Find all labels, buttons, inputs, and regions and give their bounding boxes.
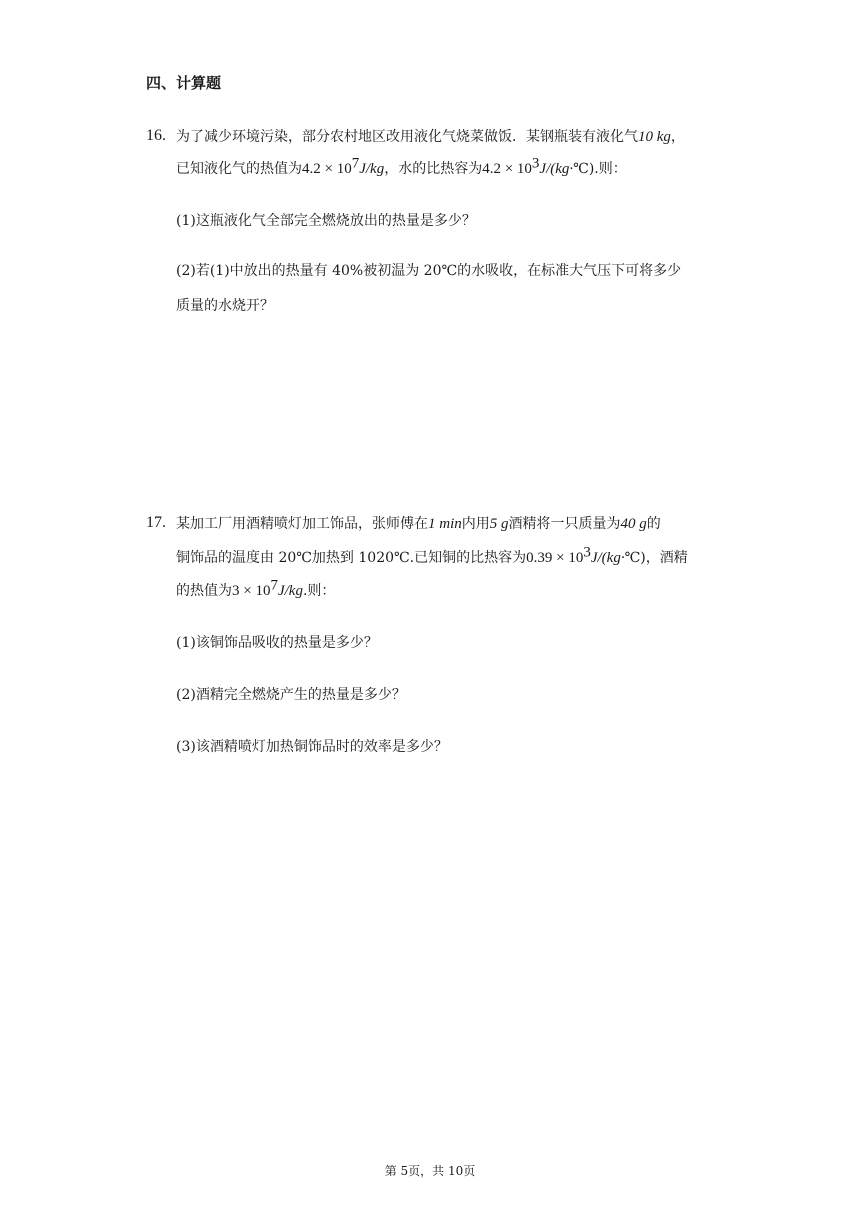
q17-text: 铜饰品的温度由 20℃加热到 1020℃.已知铜的比热容为 (176, 550, 527, 566)
question-17-line-1 (176, 514, 661, 534)
page-footer: 第 5页，共 10页 (384, 1164, 476, 1178)
q17-math-unit: J/kg (277, 583, 303, 599)
question-16-line-2 (176, 155, 627, 179)
q17-text: 的 (646, 516, 661, 532)
question-17-sub-3: (3)该酒精喷灯加热铜饰品时的效率是多少？ (176, 739, 448, 755)
q16-math-exponent: 3 (531, 155, 540, 172)
q17-text: 内用 (461, 516, 490, 532)
q16-math-mass: 10 kg (638, 129, 671, 145)
q17-math-exponent: 7 (270, 577, 278, 594)
q17-text: 的热值为 (176, 583, 232, 599)
q17-text: ℃)，酒精 (624, 550, 688, 566)
q16-math-exponent: 7 (351, 155, 360, 172)
question-16-number: 16. (146, 127, 166, 144)
q16-math-unit: J/kg (359, 161, 385, 177)
q17-math-specific-heat: 0.39 × 10 (526, 550, 584, 566)
q17-math-time: 1 min (428, 516, 462, 532)
q17-math-unit: J/(kg· (590, 550, 625, 566)
question-17-line-3 (176, 577, 336, 601)
q16-math-specific-heat: 4.2 × 10 (482, 161, 532, 177)
q17-math-exponent: 3 (583, 544, 591, 561)
question-16-sub-2-line-2: 质量的水烧开？ (176, 298, 274, 314)
question-17-sub-2: (2)酒精完全燃烧产生的热量是多少？ (176, 687, 406, 703)
q16-text: ℃).则： (573, 161, 627, 177)
q16-text: ，水的比热容为 (384, 161, 483, 177)
q16-text: 已知液化气的热值为 (176, 161, 302, 177)
q16-math-unit: J/(kg· (539, 161, 574, 177)
q17-math-heat-value: 3 × 10 (232, 583, 271, 599)
question-16-sub-1: (1)这瓶液化气全部完全燃烧放出的热量是多少？ (176, 213, 476, 229)
q17-text: 酒精将一只质量为 (508, 516, 621, 532)
question-17-line-2 (176, 544, 688, 568)
q17-math-alcohol-mass: 5 g (489, 516, 509, 532)
q17-text: .则： (302, 583, 336, 599)
q17-text: 某加工厂用酒精喷灯加工饰品，张师傅在 (176, 516, 428, 532)
question-17-number: 17. (146, 514, 166, 531)
section-title: 四、计算题 (146, 74, 222, 92)
question-16-sub-2-line-1: (2)若(1)中放出的热量有 40%被初温为 20℃的水吸收，在标准大气压下可将多少 (176, 263, 682, 279)
question-16-line-1 (176, 127, 685, 147)
q17-math-copper-mass: 40 g (620, 516, 647, 532)
q16-math-heat-value: 4.2 × 10 (302, 161, 352, 177)
question-17-sub-1: (1)该铜饰品吸收的热量是多少？ (176, 635, 378, 651)
q16-text: 为了减少环境污染，部分农村地区改用液化气烧菜做饭．某钢瓶装有液化气 (176, 129, 638, 145)
q16-text: ， (670, 129, 685, 145)
